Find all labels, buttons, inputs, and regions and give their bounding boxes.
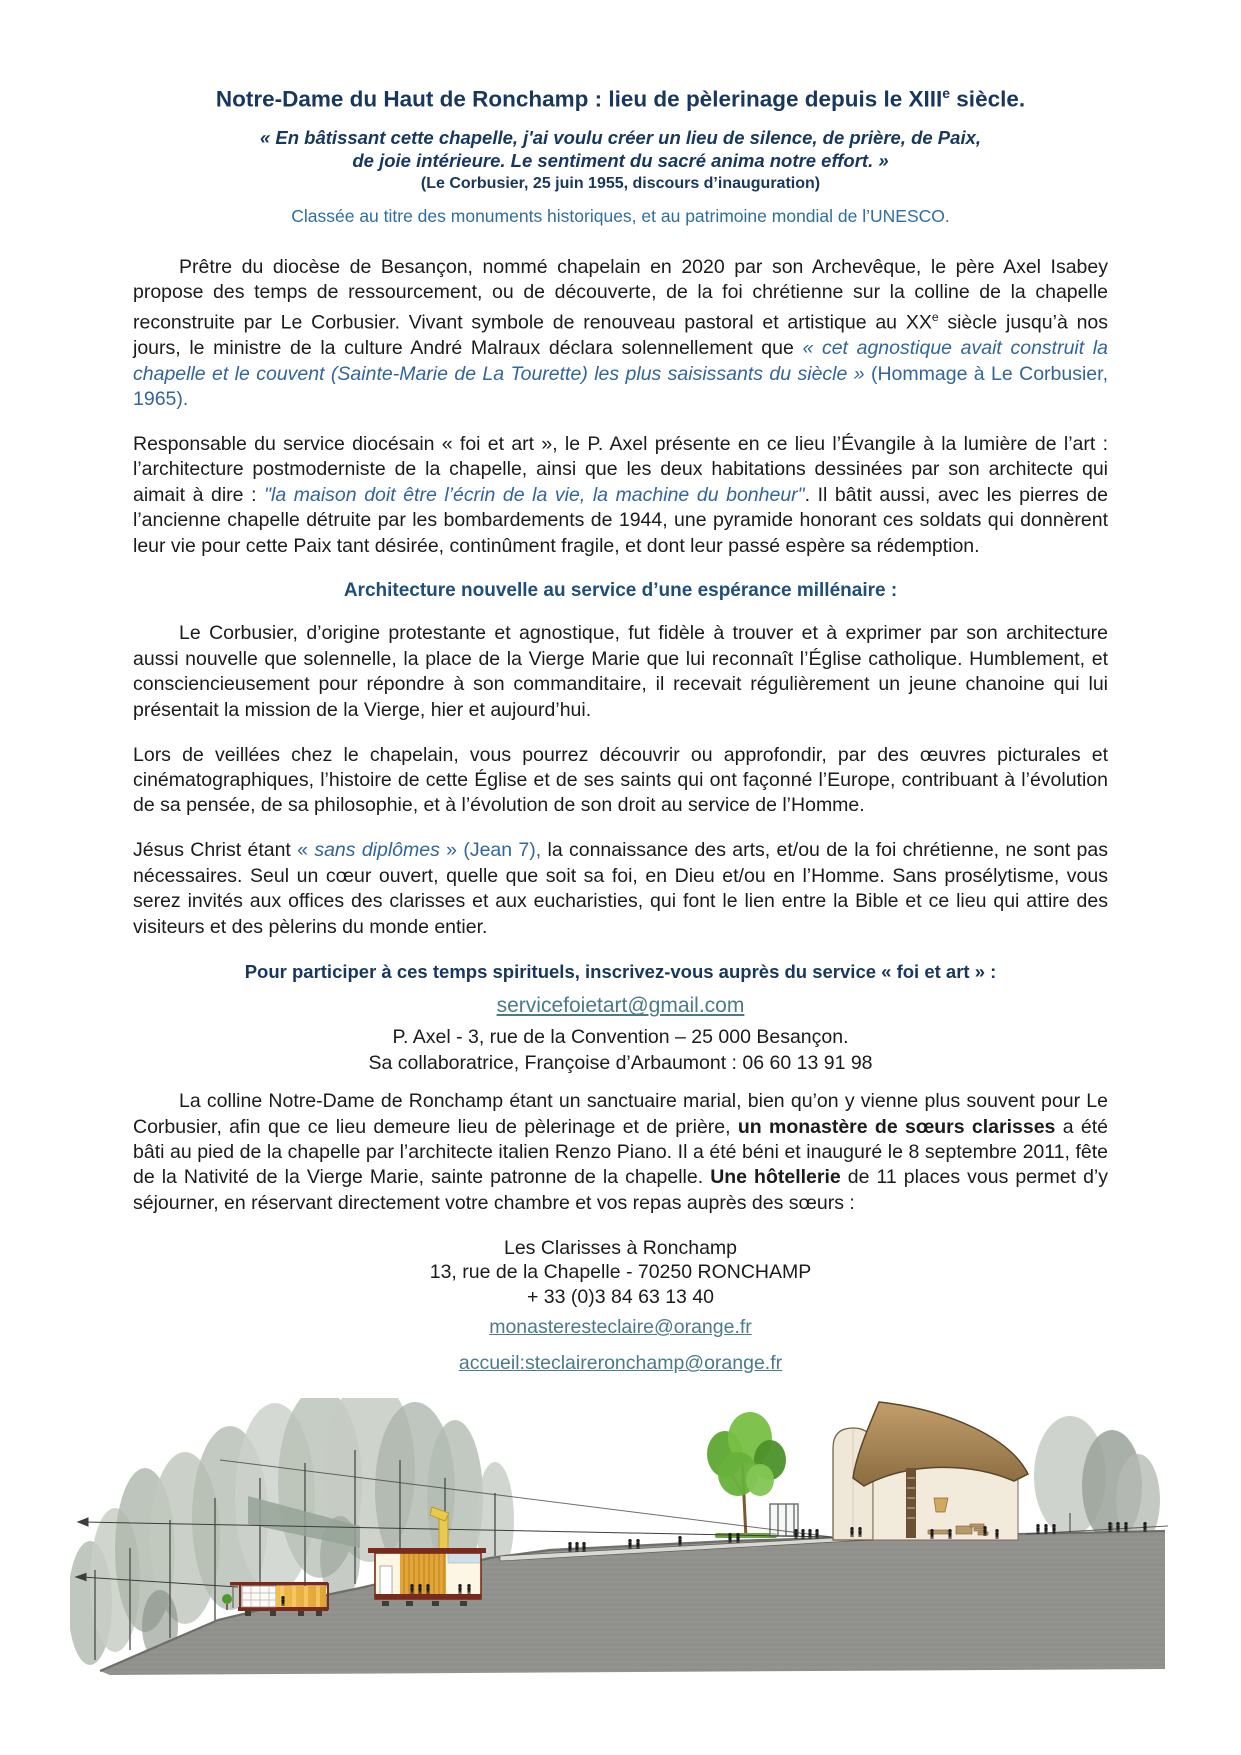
heading-participation: Pour participer à ces temps spirituels, inscrivez-vous auprès du service « foi et art » : <box>244 961 997 983</box>
service-foi-et-art-email-link[interactable]: servicefoietart@gmail.com <box>496 994 745 1018</box>
chimney <box>439 1516 448 1552</box>
page-title: Notre-Dame du Haut de Ronchamp : lieu de pèlerinage depuis le XIIIe siècle. <box>215 85 1026 112</box>
paragraph-veillees: Lors de veillées chez le chapelain, vous pourrez découvrir ou approfondir, par des œuvres picturales et cinématographiques, l’histoire de cette Église et de ses saints qui ont façonné l’Europe, contribuant à l’évolution de sa pensée, de sa philosophie, et à l’évolution de son droit au service de l’Homme. <box>133 743 1108 817</box>
reception-email-link[interactable]: accueil:steclaireronchamp@orange.fr <box>458 1352 783 1375</box>
paragraph-responsable: Responsable du service diocésain « foi et art », le P. Axel présente en ce lieu l’Évangile à la lumière de l’art : l’architecture postmoderniste de la chapelle, ainsi que les deux habitations dessinées par son architecte qui aimait à dire : "la maison doit être l’écrin de la vie, la machine du bonheur". Il bâtit aussi, avec les pierres de l’ancienne chapelle détruite par les bombardements de 1944, une pyramide honorant ces soldats qui donnèrent leur vie pour cette Paix tant désirée, continûment fragile, et dont leur passé espère sa rédemption. <box>133 432 1108 557</box>
classification-note: Classée au titre des monuments historiques, et au patrimoine mondial de l’UNESCO. <box>291 205 950 226</box>
contact-collaborator-line: Sa collaboratrice, Françoise d’Arbaumont : 06 60 13 91 98 <box>368 1051 873 1074</box>
contact-email-line <box>133 992 1108 1020</box>
opening-quote <box>133 126 1108 173</box>
clarisses-street-line: 13, rue de la Chapelle - 70250 RONCHAMP <box>429 1261 812 1284</box>
contact-address-line: P. Axel - 3, rue de la Convention – 25 000 Besançon. <box>392 1026 849 1049</box>
clarisses-phone-line: + 33 (0)3 84 63 13 40 <box>526 1285 715 1308</box>
quote-line-2: de joie intérieure. Le sentiment du sacré anima notre effort. » <box>352 150 889 171</box>
heading-architecture: Architecture nouvelle au service d’une espérance millénaire : <box>343 580 898 602</box>
monastery-email-line <box>133 1314 1108 1340</box>
quote-attribution: (Le Corbusier, 25 juin 1955, discours d’inauguration) <box>420 174 821 192</box>
chapel-pier <box>906 1468 916 1538</box>
monastery-email-link[interactable]: monasteresteclaire@orange.fr <box>489 1316 752 1339</box>
document-content <box>133 0 1108 1700</box>
paragraph-pretre: Prêtre du diocèse de Besançon, nommé chapelain en 2020 par son Archevêque, le père Axel Isabey propose des temps de ressourcement, ou de découverte, de la foi chrétienne sur la colline de la chapelle reconstruite par Le Corbusier. Vivant symbole de renouveau pastoral et artistique au XXe siècle jusqu’à nos jours, le ministre de la culture André Malraux déclara solennellement que « cet agnostique avait construit la chapelle et le couvent (Sainte-Marie de La Tourette) les plus saisissants du siècle » (Hommage à Le Corbusier, 1965). <box>133 255 1109 411</box>
site-section-illustration <box>70 1398 1170 1700</box>
reception-email-line <box>133 1350 1108 1376</box>
paragraph-jesus-christ: Jésus Christ étant « sans diplômes » (Jean 7), la connaissance des arts, et/ou de la foi chrétienne, ne sont pas nécessaires. Seul un cœur ouvert, quelle que soit sa foi, en Dieu et/ou en l’Homme. Sans prosélytisme, vous serez invités aux offices des clarisses et aux eucharisties, qui font le lien entre la Bible et ce lieu qui attire des visiteurs et des pèlerins du monde entier. <box>133 839 1108 938</box>
clarisses-name-line: Les Clarisses à Ronchamp <box>503 1236 738 1259</box>
chapel-notre-dame-du-haut <box>833 1402 1028 1540</box>
paragraph-la-colline: La colline Notre-Dame de Ronchamp étant un sanctuaire marial, bien qu’on y vienne plus souvent pour Le Corbusier, afin que ce lieu demeure lieu de pèlerinage et de prière, un monastère de sœurs clarisses a été bâti au pied de la chapelle par l’architecte italien Renzo Piano. Il a été béni et inauguré le 8 septembre 2011, fête de la Nativité de la Vierge Marie, sainte patronne de la chapelle. Une hôtellerie de 11 places vous permet d’y séjourner, en réservant directement votre chambre et vos repas auprès des sœurs : <box>133 1090 1108 1214</box>
quote-line-1: « En bâtissant cette chapelle, j'ai voulu créer un lieu de silence, de prière, de Paix, <box>259 126 982 148</box>
paragraph-le-corbusier: Le Corbusier, d’origine protestante et agnostique, fut fidèle à trouver et à exprimer par son architecture aussi nouvelle que solennelle, la place de la Vierge Marie que lui reconnaît l’Église catholique. Humblement, et consciencieusement pour répondre à son commanditaire, il recevait régulièrement un jeune chanoine qui lui présentait la mission de la Vierge, hier et aujourd’hui. <box>133 622 1108 721</box>
